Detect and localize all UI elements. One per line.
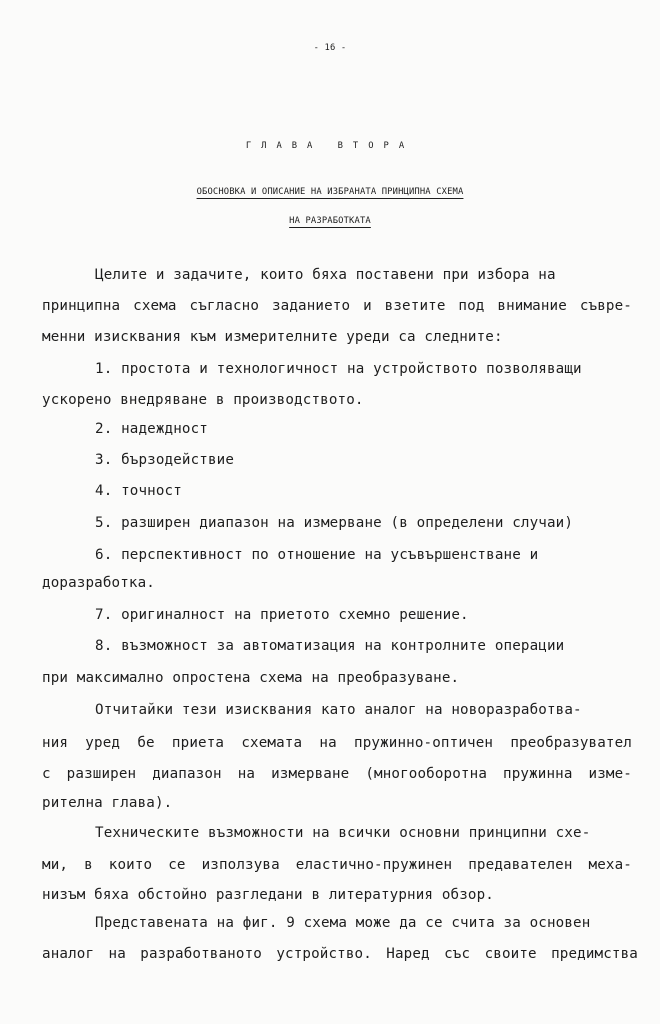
text-line: ния уред бе приета схемата на пружинно-оптичен преобразувател	[42, 735, 632, 751]
section-heading-line-1: ОБОСНОВКА И ОПИСАНИЕ НА ИЗБРАНАТА ПРИНЦИПНА СХЕМА	[196, 187, 464, 197]
list-item: 8. възможност за автоматизация на контролните операции	[95, 638, 565, 654]
list-item-continuation: доразработка.	[42, 575, 155, 591]
list-item: 7. оригиналност на приетото схемно решение.	[95, 607, 469, 623]
list-item: 1. простота и технологичност на устройството позволяващи	[95, 361, 582, 377]
chapter-title: ГЛАВА ВТОРА	[245, 141, 415, 151]
text-line: ми, в които се използува еластично-пружинен предавателен меха-	[42, 857, 632, 873]
text-line: Отчитайки тези изисквания като аналог на новоразработва-	[95, 702, 582, 718]
text-line: с разширен диапазон на измерване (многооборотна пружинна изме-	[42, 766, 632, 782]
page-number: - 16 -	[313, 43, 347, 53]
list-item: 4. точност	[95, 483, 182, 499]
text-line: низъм бяха обстойно разгледани в литературния обзор.	[42, 887, 494, 903]
section-heading-line-2: НА РАЗРАБОТКАТА	[289, 216, 371, 226]
list-item: 2. надеждност	[95, 421, 208, 437]
list-item: 3. бързодействие	[95, 452, 235, 468]
text-line: Целите и задачите, които бяха поставени при избора на	[95, 267, 556, 283]
list-item-continuation: при максимално опростена схема на преобразуване.	[42, 670, 460, 686]
text-line: рителна глава).	[42, 795, 173, 811]
list-item-continuation: ускорено внедряване в производството.	[42, 392, 364, 408]
text-line: Техническите възможности на всички основни принципни схе-	[95, 825, 591, 841]
text-line: аналог на разработваното устройство. Наред със своите предимства	[42, 946, 638, 962]
list-item: 6. перспективност по отношение на усъвършенстване и	[95, 547, 539, 563]
text-line: принципна схема съгласно заданието и взетите под внимание съвре-	[42, 298, 632, 314]
list-item: 5. разширен диапазон на измерване (в определени случаи)	[95, 515, 574, 531]
text-line: менни изисквания към измерителните уреди са следните:	[42, 329, 503, 345]
text-line: Представената на фиг. 9 схема може да се счита за основен	[95, 915, 591, 931]
